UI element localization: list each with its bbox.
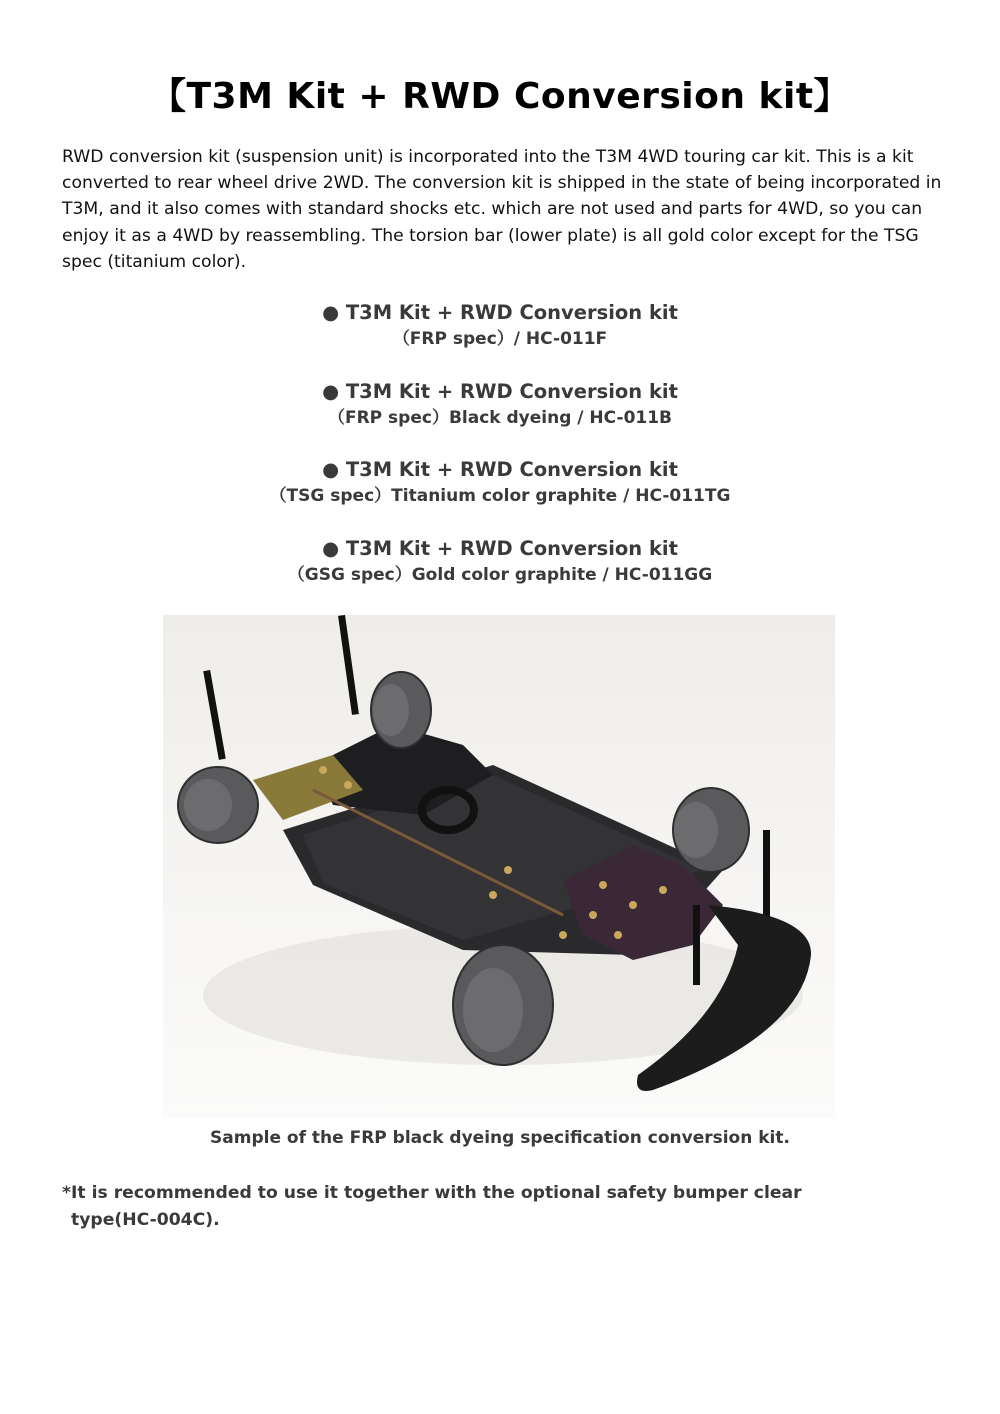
note-line-2: type(HC-004C).	[71, 1210, 220, 1230]
note-line-1: *It is recommended to use it together with the optional safety bumper clear	[62, 1183, 802, 1203]
variant-hc-011gg	[0, 536, 1000, 588]
rc-chassis-illustration	[163, 615, 835, 1118]
variant-name: ● T3M Kit + RWD Conversion kit	[322, 458, 678, 481]
variant-spec: （GSG spec）Gold color graphite / HC-011GG	[287, 565, 713, 585]
product-photo	[163, 615, 835, 1118]
variant-name: ● T3M Kit + RWD Conversion kit	[322, 301, 678, 324]
variant-name: ● T3M Kit + RWD Conversion kit	[322, 380, 678, 403]
variant-hc-011tg	[0, 457, 1000, 509]
variant-spec: （FRP spec）Black dyeing / HC-011B	[327, 408, 673, 428]
variant-spec: （TSG spec）Titanium color graphite / HC-011TG	[269, 486, 731, 506]
variant-spec: （FRP spec）/ HC-011F	[392, 329, 608, 349]
variant-name: ● T3M Kit + RWD Conversion kit	[322, 537, 678, 560]
variant-hc-011f	[0, 300, 1000, 352]
photo-caption: Sample of the FRP black dyeing specification conversion kit.	[210, 1128, 790, 1148]
recommendation-note	[62, 1180, 922, 1234]
intro-paragraph: RWD conversion kit (suspension unit) is incorporated into the T3M 4WD touring car kit. This is a kit converted to rear wheel drive 2WD. The conversion kit is shipped in the state of being incorporated in T3M, and it also comes with standard shocks etc. which are not used and parts for 4WD, so you can enjoy it as a 4WD by reassembling. The torsion bar (lower plate) is all gold color except for the TSG spec (titanium color).	[62, 147, 942, 272]
variant-hc-011b	[0, 379, 1000, 431]
page-title: 【T3M Kit + RWD Conversion kit】	[149, 76, 851, 117]
